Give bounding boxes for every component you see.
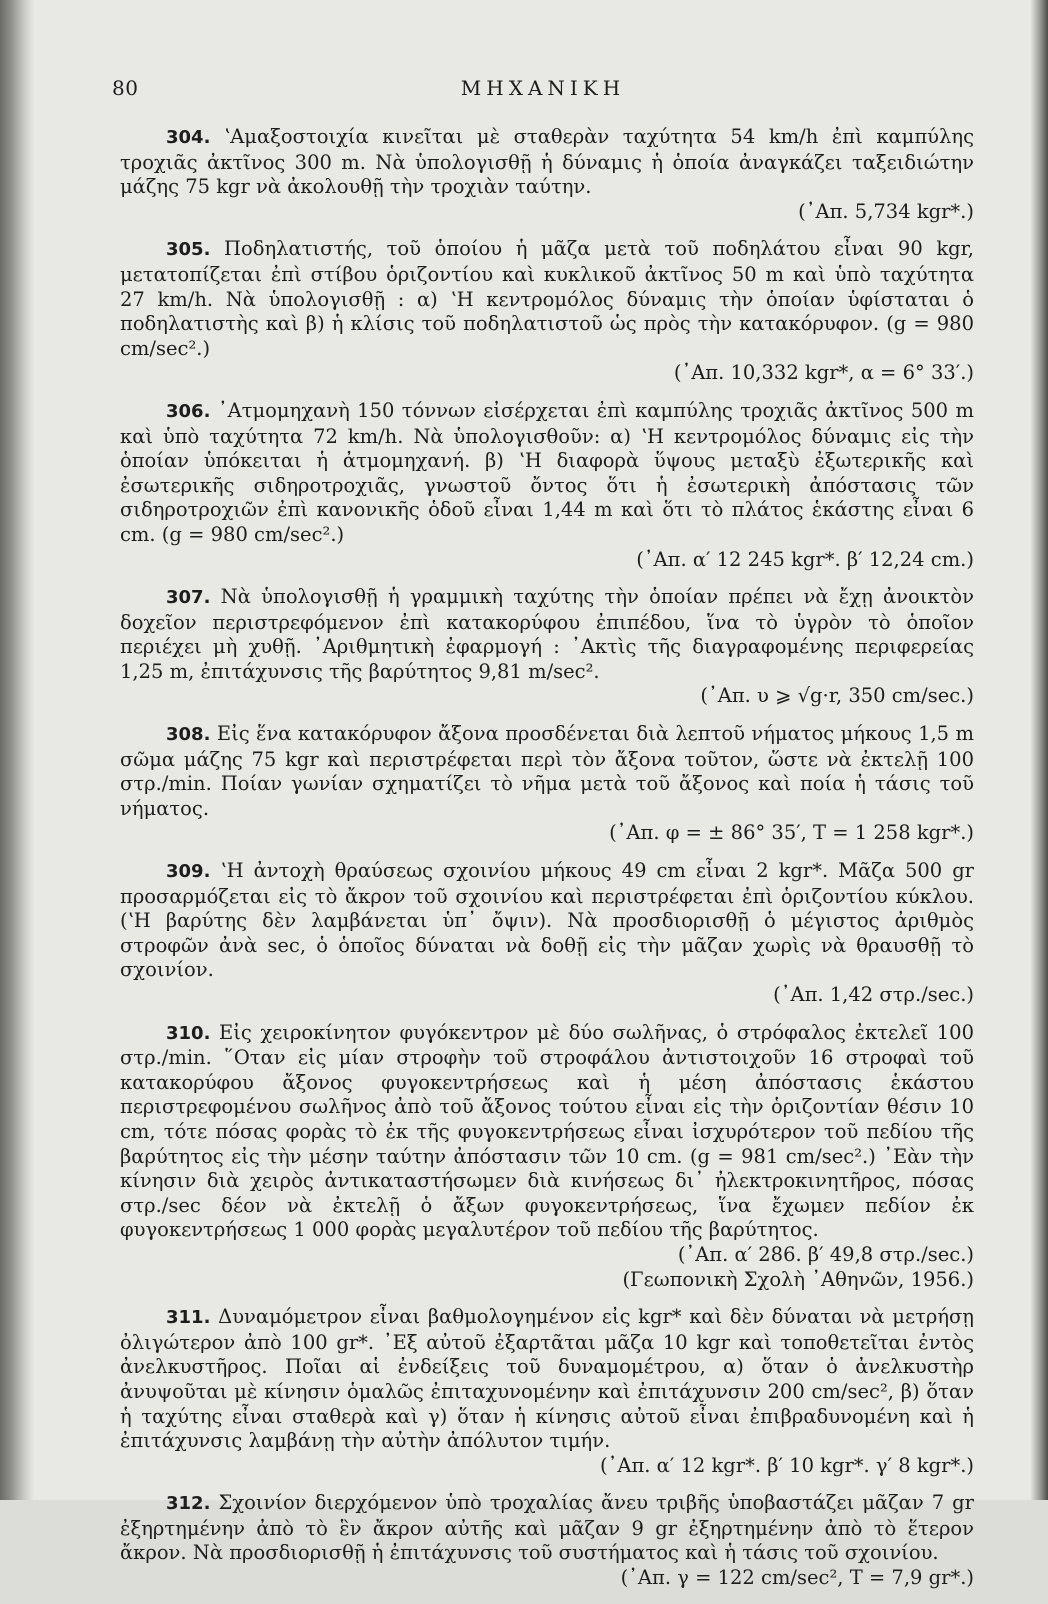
- problem-text: Νὰ ὑπολογισθῇ ἡ γραμμικὴ ταχύτης τὴν ὁποίαν πρέπει νὰ ἔχῃ ἀνοικτὸν δοχεῖον περιστρεφόμενον ἐπὶ κατακορύφου ἐπιπέδου, ἵνα τὸ ὑγρὸν τὸ ὁποῖον περιέχει μὴ χυθῇ. ᾿Αριθμητικὴ ἐφαρμογή : ᾿Ακτὶς τῆς διαγραφομένης περιφερείας 1,25 m, ἐπιτάχυνσις τῆς βαρύτητος 9,81 m/sec².: [120, 585, 974, 683]
- problem-answer: (᾿Απ. 1,42 στρ./sec.): [773, 983, 974, 1006]
- page-edge-shadow-left: [0, 0, 34, 1500]
- running-title: ΜΗΧΑΝΙΚΗ: [460, 76, 626, 100]
- page-number: 80: [112, 76, 139, 100]
- problem-number: 312.: [166, 1493, 211, 1515]
- problem-text: ʽΑμαξοστοιχία κινεῖται μὲ σταθερὰν ταχύτητα 54 km/h ἐπὶ καμπύλης τροχιᾶς ἀκτῖνος 300 m. Νὰ ὑπολογισθῇ ἡ δύναμις ἡ ὁποία ἀναγκάζει ταξειδιώτην μάζης 75 kgr νὰ ἀκολουθῇ τὴν τροχιὰν ταύτην.: [120, 125, 974, 199]
- problem-text: Ποδηλατιστής, τοῦ ὁποίου ἡ μᾶζα μετὰ τοῦ ποδηλάτου εἶναι 90 kgr, μετατοπίζεται ἐπὶ στίβου ὁριζοντίου καὶ κυκλικοῦ ἀκτῖνος 50 m καὶ ὑπὸ ταχύτητα 27 km/h. Νὰ ὑπολογισθῇ : α) ʽΗ κεντρομόλος δύναμις τὴν ὁποίαν ὑφίσταται ὁ ποδηλατιστὴς καὶ β) ἡ κλίσις τοῦ ποδηλατιστοῦ ὡς πρὸς τὴν κατακόρυφον. (g = 980 cm/sec².): [120, 237, 974, 360]
- problem-number: 309.: [166, 861, 211, 883]
- problem-answer: (᾿Απ. α′ 12 245 kgr*. β′ 12,24 cm.): [636, 547, 974, 571]
- problem-text: ʽΗ ἀντοχὴ θραύσεως σχοινίου μήκους 49 cm εἶναι 2 kgr*. Μᾶζα 500 gr προσαρμόζεται εἰς τὸ ἄκρον τοῦ σχοινίου καὶ περιστρέφεται ἐπὶ ὁριζοντίου κύκλου. (ʽΗ βαρύτης δὲν λαμβάνεται ὑπ᾿ ὄψιν). Νὰ προσδιορισθῇ ὁ μέγιστος ἀριθμὸς στροφῶν ἀνὰ sec, ὁ ὁποῖος δύναται νὰ δοθῇ εἰς τὴν μᾶζαν χωρὶς νὰ θραυσθῇ τὸ σχοινίον.: [120, 859, 974, 982]
- problem-number: 308.: [166, 724, 211, 746]
- problem-text: Εἰς ἕνα κατακόρυφον ἄξονα προσδένεται διὰ λεπτοῦ νήματος μήκους 1,5 m σῶμα μάζης 75 kgr καὶ περιστρέφεται περὶ τὸν ἄξονα τοῦτον, ὥστε νὰ ἐκτελῇ 100 στρ./min. Ποίαν γωνίαν σχηματίζει τὸ νῆμα μετὰ τοῦ ἄξονος καὶ ποία ἡ τάσις τοῦ νήματος.: [120, 722, 974, 820]
- problem-number: 307.: [166, 587, 211, 609]
- problem-number: 310.: [166, 1022, 211, 1044]
- problem-text: Σχοινίον διερχόμενον ὑπὸ τροχαλίας ἄνευ τριβῆς ὑποβαστάζει μᾶζαν 7 gr ἐξηρτημένην ἀπὸ τὸ ἓν ἄκρον αὐτῆς καὶ μᾶζαν 9 gr ἐξηρτημένην ἀπὸ τὸ ἕτερον ἄκρον. Νὰ προσδιορισθῇ ἡ ἐπιτάχυνσις τοῦ συστήματος καὶ ἡ τάσις τοῦ σχοινίου.: [120, 1491, 974, 1565]
- problem-310: [120, 1021, 974, 1293]
- problem-308: [120, 722, 974, 846]
- problem-text: Δυναμόμετρον εἶναι βαθμολογημένον εἰς kgr* καὶ δὲν δύναται νὰ μετρήσῃ ὀλιγώτερον ἀπὸ 100 gr*. ᾿Εξ αὐτοῦ ἐξαρτᾶται μᾶζα 10 kgr καὶ τοποθετεῖται ἐντὸς ἀνελκυστῆρος. Ποῖαι αἱ ἐνδείξεις τοῦ δυναμομέτρου, α) ὅταν ὁ ἀνελκυστὴρ ἀνυψοῦται μὲ κίνησιν ὁμαλῶς ἐπιταχυνομένην καὶ ἐπιτάχυνσιν 200 cm/sec², β) ὅταν ἡ ταχύτης εἶναι σταθερὰ καὶ γ) ὅταν ἡ κίνησις αὐτοῦ εἶναι ἐπιβραδυνομένη καὶ ἡ ἐπιτάχυνσις λαμβάνῃ τὴν αὐτὴν ἀπόλυτον τιμήν.: [120, 1305, 974, 1453]
- problem-309: [120, 859, 974, 1008]
- problem-answer: (᾿Απ. 10,332 kgr*, α = 6° 33′.): [673, 361, 974, 385]
- problem-312: [120, 1491, 974, 1590]
- problem-number: 311.: [166, 1307, 211, 1329]
- problem-text: ᾿Ατμομηχανὴ 150 τόννων εἰσέρχεται ἐπὶ καμπύλης τροχιᾶς ἀκτῖνος 500 m καὶ ὑπὸ ταχύτητα 72 km/h. Νὰ ὑπολογισθοῦν: α) ʽΗ κεντρομόλος δύναμις εἰς τὴν ὁποίαν ὑπόκειται ἡ ἀτμομηχανή. β) ʽΗ διαφορὰ ὕψους μεταξὺ ἐξωτερικῆς καὶ ἐσωτερικῆς σιδηροτροχιᾶς, γνωστοῦ ὄντος ὅτι ἡ ἐσωτερικὴ ἀπόστασις τῶν σιδηροτροχιῶν ἐπὶ κανονικῆς ὁδοῦ εἶναι 1,44 m καὶ ὅτι τὸ πλάτος ἑκάστης εἶναι 6 cm. (g = 980 cm/sec².): [120, 398, 974, 546]
- problem-answer: (᾿Απ. α′ 12 kgr*. β′ 10 kgr*. γ′ 8 kgr*.): [600, 1453, 974, 1477]
- problem-305: [120, 237, 974, 386]
- problem-answer: (᾿Απ. γ = 122 cm/sec², T = 7,9 gr*.): [620, 1566, 974, 1590]
- problem-number: 304.: [166, 127, 211, 148]
- problem-answer: (᾿Απ. α′ 286. β′ 49,8 στρ./sec.): [677, 1242, 974, 1266]
- problem-list: [120, 125, 974, 1604]
- problem-source: (Γεωπονικὴ Σχολὴ ᾿Αθηνῶν, 1956.): [622, 1267, 974, 1291]
- problem-304: [120, 125, 974, 224]
- page-header: [112, 76, 974, 106]
- problem-answer: (᾿Απ. υ ⩾ √g·r, 350 cm/sec.): [700, 684, 974, 708]
- problem-306: [120, 399, 974, 572]
- problem-307: [120, 585, 974, 709]
- page-edge-shadow-right: [1030, 0, 1048, 1500]
- problem-311: [120, 1305, 974, 1478]
- problem-answer: (᾿Απ. φ = ± 86° 35′, T = 1 258 kgr*.): [609, 821, 974, 845]
- problem-text: Εἰς χειροκίνητον φυγόκεντρον μὲ δύο σωλῆνας, ὁ στρόφαλος ἐκτελεῖ 100 στρ./min. ῞Οταν εἰς μίαν στροφὴν τοῦ στροφάλου ἀντιστοιχοῦν 16 στροφαὶ τοῦ κατακορύφου ἄξονος φυγοκεντρήσεως καὶ ἡ μέση ἀπόστασις ἑκάστου περιστρεφομένου σωλῆνος ἀπὸ τοῦ ἄξονος τούτου εἶναι εἰς τὴν ὁριζοντίαν θέσιν 10 cm, τότε πόσας φορὰς τὸ ἐκ τῆς φυγοκεντρήσεως εἶναι ἰσχυρότερον τοῦ πεδίου τῆς βαρύτητος εἰς τὴν μέσην ταύτην ἀπόστασιν τῶν 10 cm. (g = 981 cm/sec².) ᾿Εὰν τὴν κίνησιν διὰ χειρὸς ἀντικαταστήσωμεν διὰ κινήσεως δι᾿ ἠλεκτροκινητῆρος, πόσας στρ./sec δέον νὰ ἐκτελῇ ὁ ἄξων φυγοκεντρήσεως, ἵνα ἔχωμεν πεδίον ἐκ φυγοκεντρήσεως 1 000 φορὰς μεγαλυτέρον τοῦ πεδίου τῆς βαρύτητος.: [120, 1020, 974, 1242]
- problem-number: 306.: [166, 400, 211, 422]
- problem-number: 305.: [166, 239, 211, 261]
- problem-answer: (᾿Απ. 5,734 kgr*.): [798, 199, 974, 223]
